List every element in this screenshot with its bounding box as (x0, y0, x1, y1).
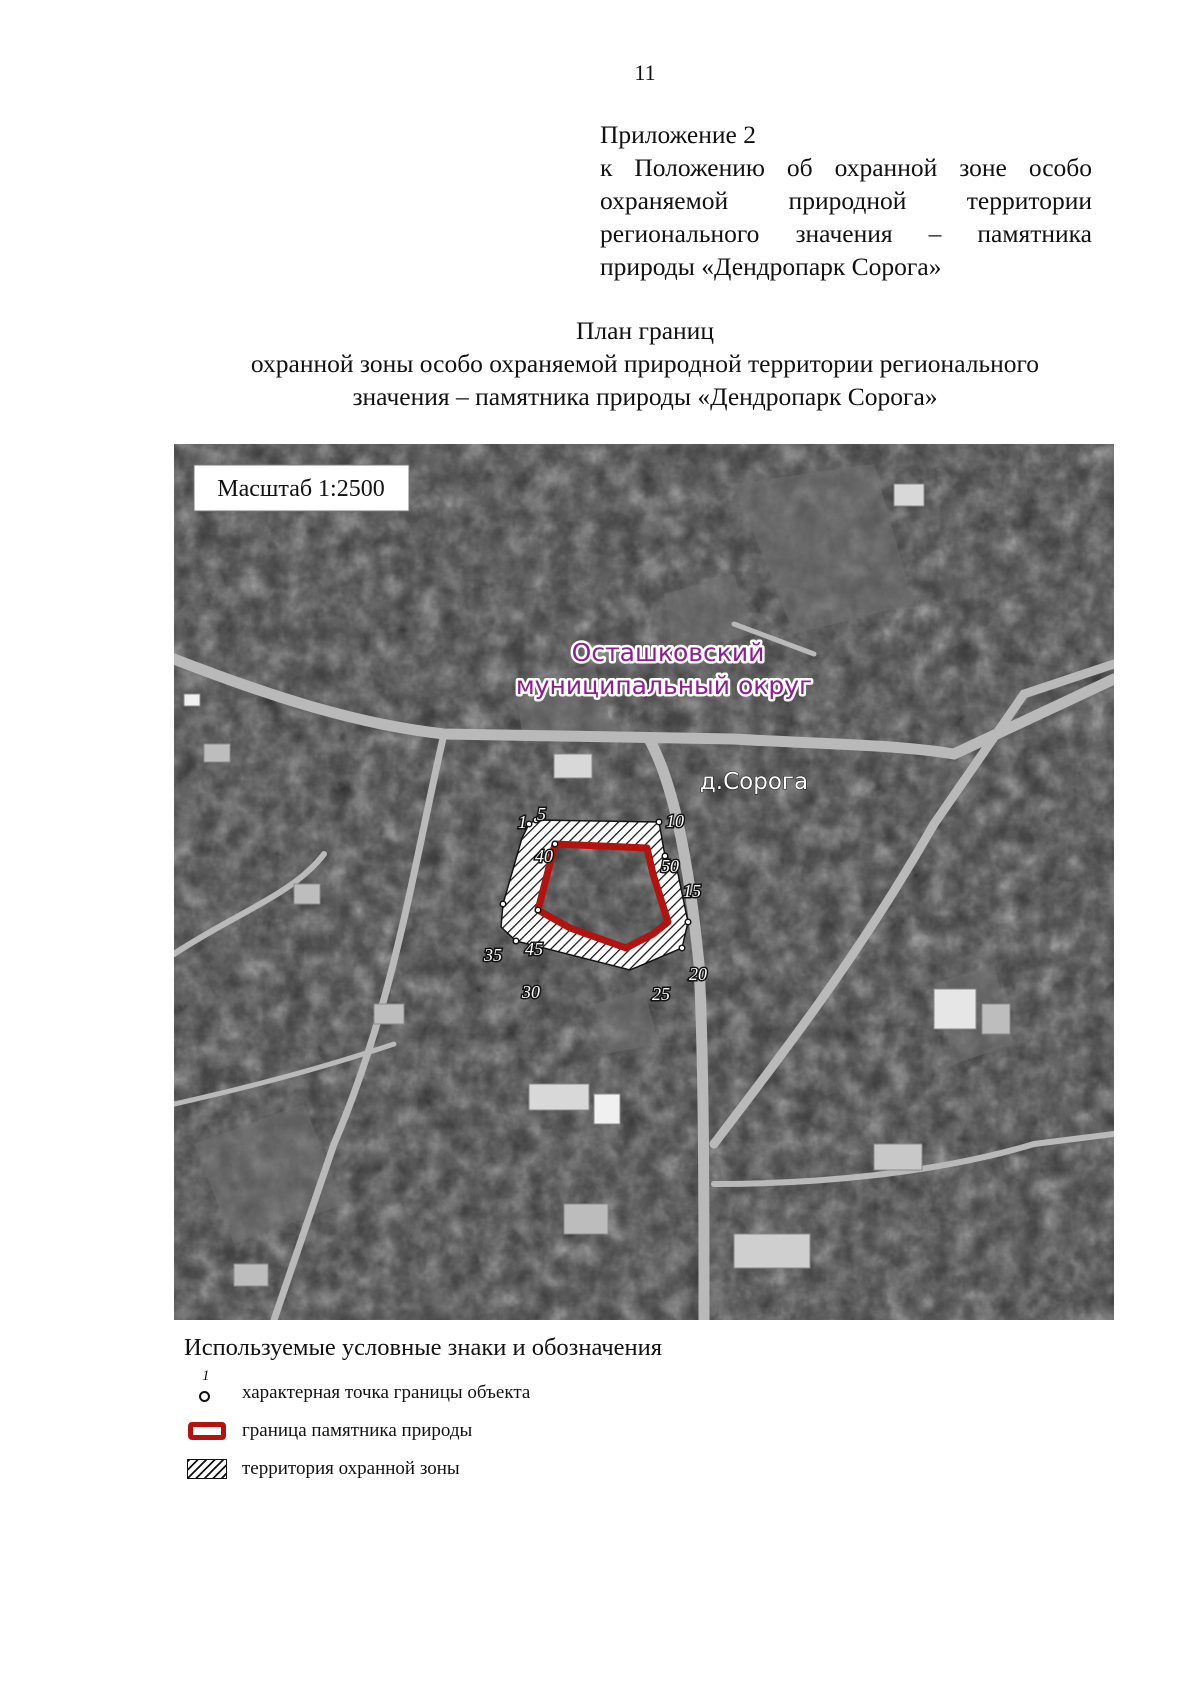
legend-item-label: граница памятника природы (242, 1420, 473, 1441)
point-dot-icon (199, 1391, 210, 1402)
legend-item-label: характерная точка границы объекта (242, 1382, 531, 1403)
appendix-line: охраняемой природной территории (600, 186, 1092, 215)
appendix-header (600, 118, 1092, 283)
point-label-30: 30 (522, 982, 540, 1002)
district-label-line2: муниципальный округ (515, 671, 813, 700)
point-label-15: 15 (683, 881, 701, 901)
boundary-point (685, 919, 691, 925)
plan-title-line: значения – памятника природы «Дендропарк Сорога» (352, 382, 938, 411)
boundary-point (513, 938, 519, 944)
boundary-point (552, 841, 558, 847)
village-label: д.Сорога (699, 769, 809, 795)
point-label-1: 1 (518, 812, 527, 832)
legend-item-boundary (184, 1412, 884, 1450)
page-number: 11 (634, 60, 656, 85)
legend-item-zone (184, 1450, 884, 1488)
point-label-5: 5 (537, 804, 546, 824)
plan-title (130, 314, 1160, 413)
legend (184, 1334, 884, 1488)
plan-title-line: План границ (576, 316, 714, 345)
point-label-35: 35 (484, 945, 502, 965)
scale-label: Масштаб 1:2500 (217, 476, 385, 502)
boundary-point (526, 821, 532, 827)
point-label-50: 50 (661, 856, 679, 876)
appendix-line: природы «Дендропарк Сорога» (600, 252, 942, 281)
point-label-20: 20 (689, 964, 707, 984)
point-symbol-number: 1 (202, 1368, 210, 1384)
point-label-40: 40 (535, 846, 553, 866)
point-label-10: 10 (666, 811, 684, 831)
point-label-45: 45 (525, 939, 543, 959)
boundary-symbol-icon (188, 1422, 226, 1440)
appendix-line: к Положению об охранной зоне особо (600, 153, 1092, 182)
district-label-line1: Осташковский (571, 638, 765, 667)
appendix-line: Приложение 2 (600, 120, 756, 149)
point-label-25: 25 (652, 984, 670, 1004)
boundary-point (656, 819, 662, 825)
satellite-map (174, 444, 1114, 1320)
boundary-point (679, 945, 685, 951)
legend-title: Используемые условные знаки и обозначения (184, 1334, 663, 1361)
plan-title-line: охранной зоны особо охраняемой природной территории регионального (250, 349, 1040, 378)
hatched-zone-icon (187, 1459, 227, 1479)
appendix-line: регионального значения – памятника (600, 219, 1092, 248)
legend-item-point (184, 1368, 884, 1412)
boundary-point (535, 907, 541, 913)
boundary-point (500, 901, 506, 907)
legend-item-label: территория охранной зоны (242, 1458, 460, 1479)
point-symbol-icon (184, 1368, 230, 1408)
